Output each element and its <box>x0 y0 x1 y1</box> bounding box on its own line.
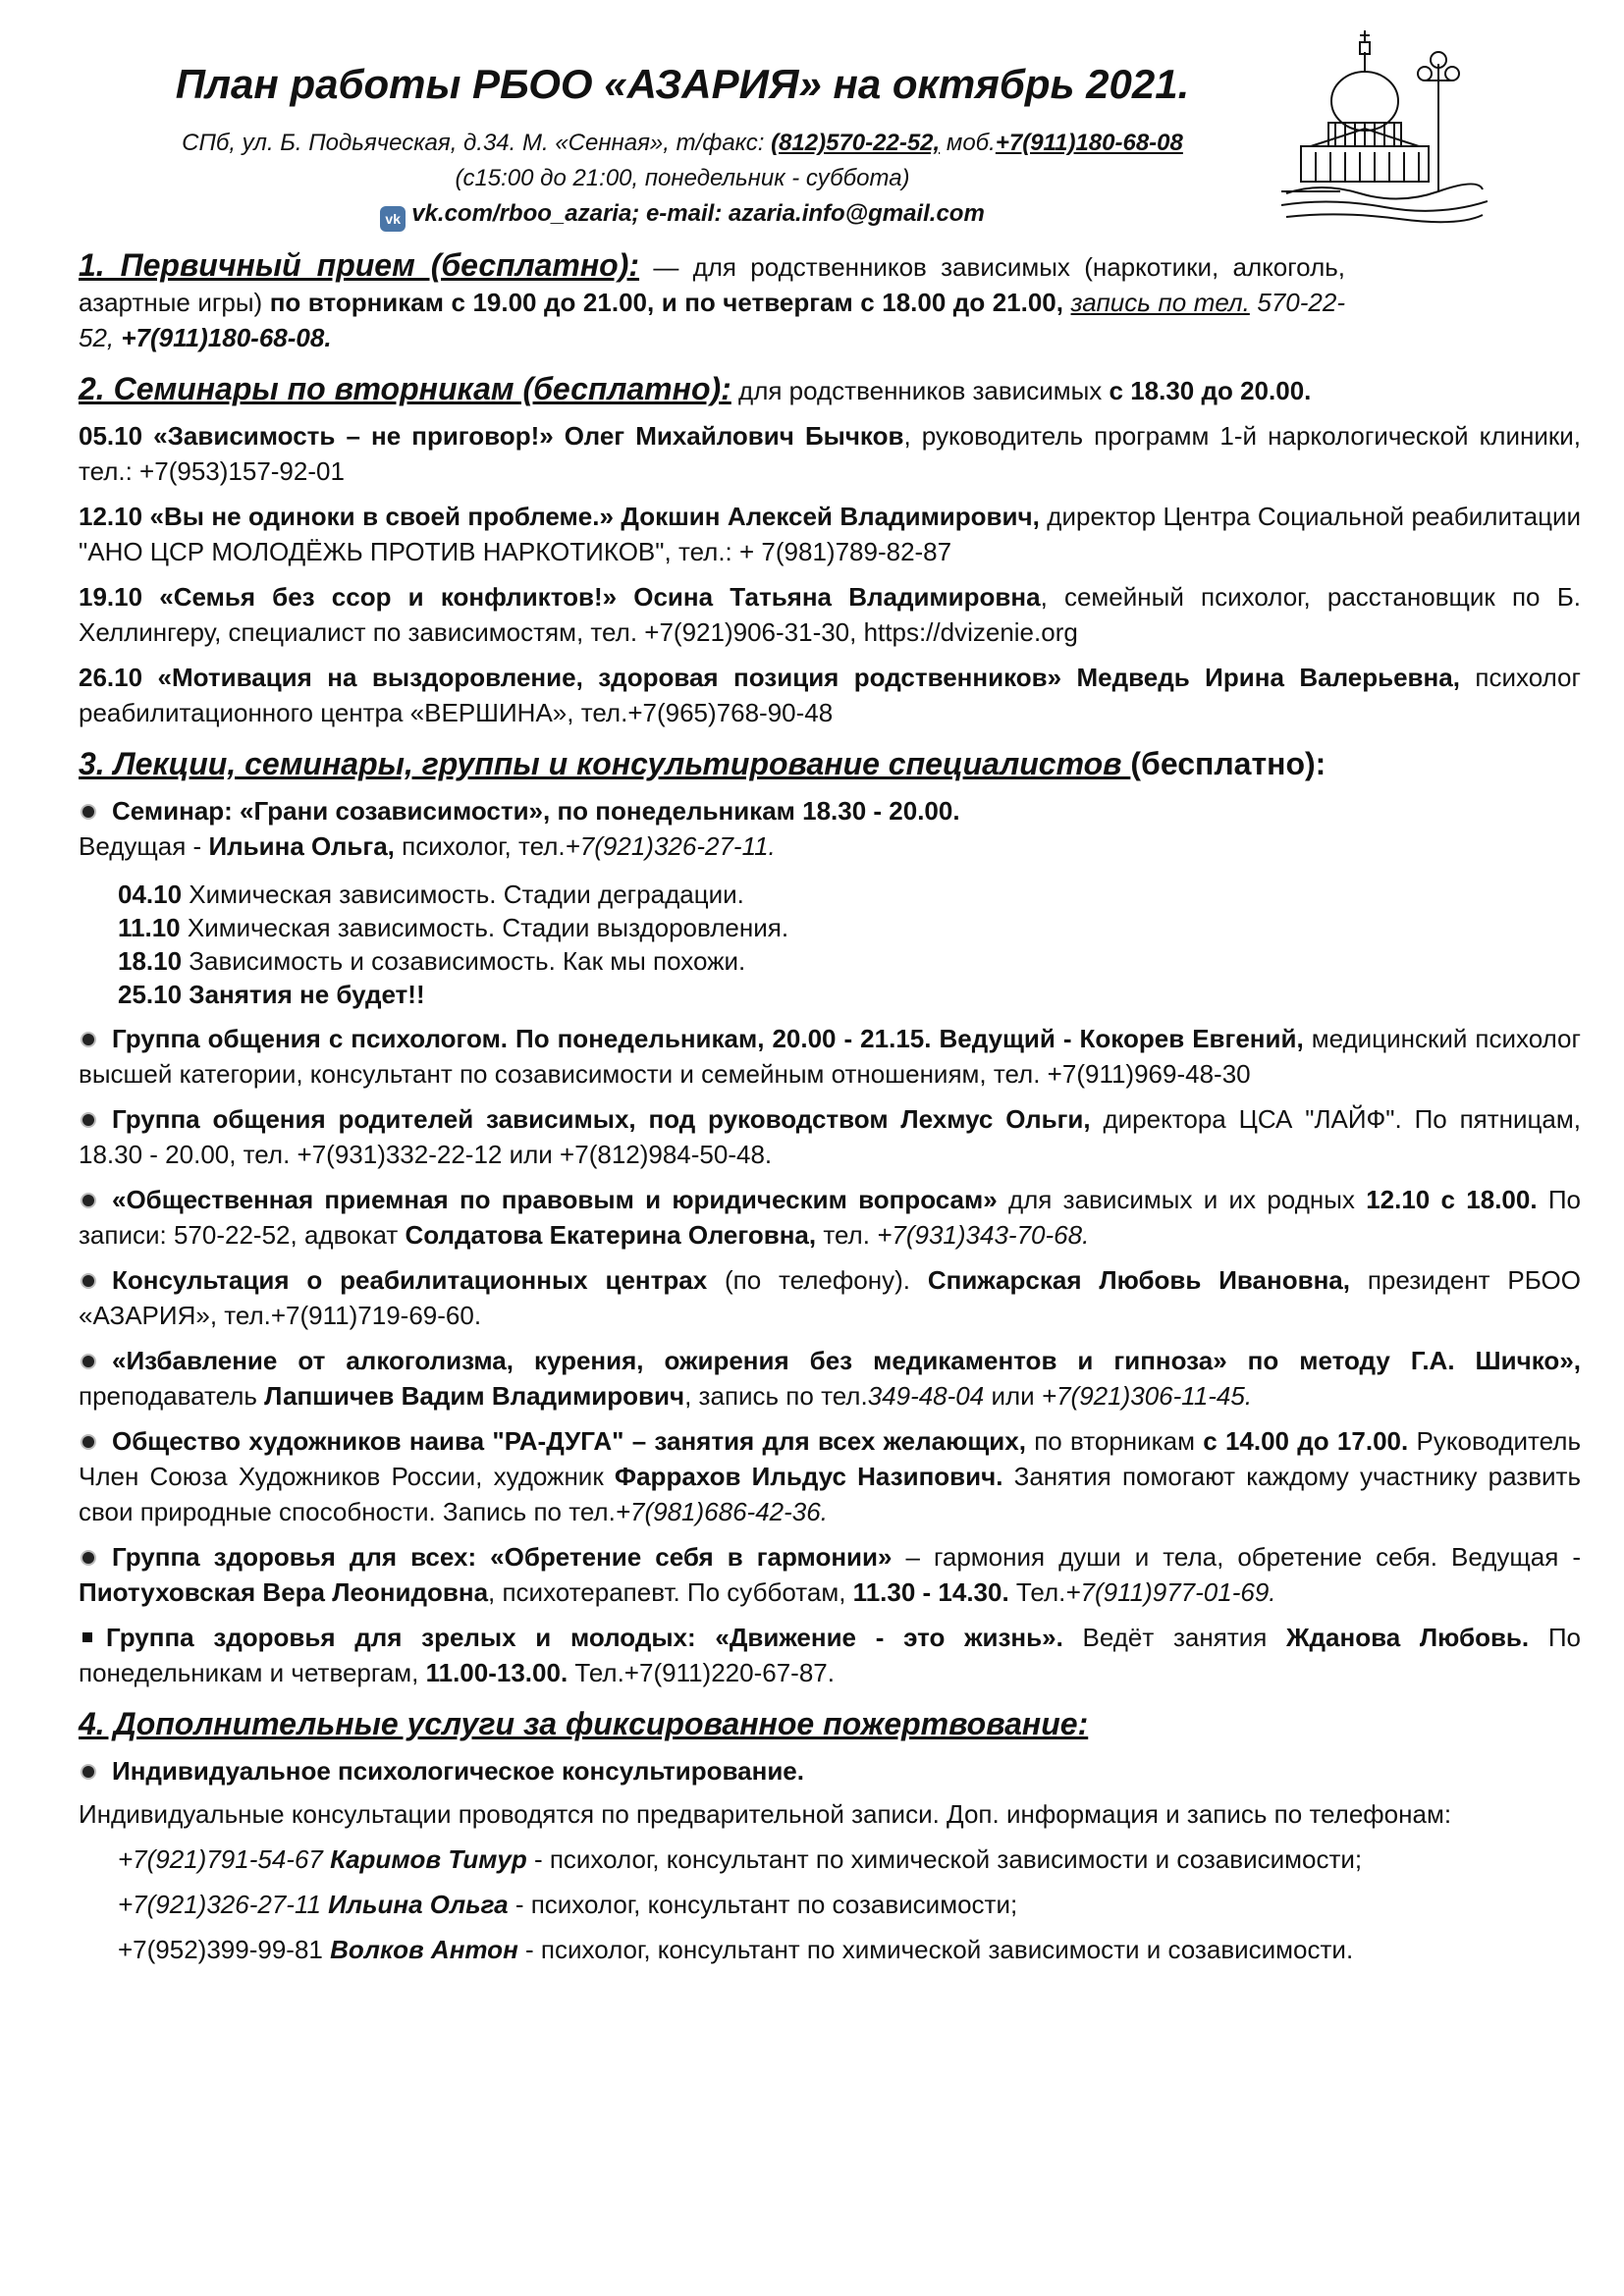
group-item: Общество художников наива "РА-ДУГА" – занятия для всех желающих, по вторникам с 14.00 до 17.00. Руководитель Член Союза Художников России, художник Фаррахов Ильдус Назипович. Занятия помогают каждому участнику развить свои природные способности. Запись по тел.+7(981)686-42-36. <box>79 1426 1581 1526</box>
list-item: 25.10 Занятия не будет!! <box>118 980 425 1009</box>
section-primary-intake <box>79 247 1345 355</box>
service-title: Индивидуальное психологическое консультирование. <box>112 1756 804 1786</box>
hours-line: (с15:00 до 21:00, понедельник - суббота) <box>455 165 910 191</box>
seminar-dates-list <box>79 878 1581 1011</box>
document-page <box>79 49 1581 1967</box>
list-item: 04.10 Химическая зависимость. Стадии деградации. <box>118 880 744 909</box>
group-item: Группа здоровья для всех: «Обретение себя в гармонии» – гармония души и тела, обретение себя. Ведущая - Пиотуховская Вера Леонидовна, психотерапевт. По субботам, 11.30 - 14.30. Тел.+7(911)977-01-69. <box>79 1542 1581 1607</box>
list-item: +7(921)326-27-11 Ильина Ольга - психолог, консультант по созависимости; <box>118 1890 1018 1919</box>
list-item: 18.10 Зависимость и созависимость. Как мы похожи. <box>118 946 746 976</box>
section-2-text: для родственников зависимых <box>731 376 1110 405</box>
contacts-line <box>79 196 1286 232</box>
section-1-phone-a[interactable]: 570-22-52, <box>79 288 1345 352</box>
seminar-item: 19.10 «Семья без ссор и конфликтов!» Осина Татьяна Владимировна, семейный психолог, расстановщик по Б. Хеллингеру, специалист по зависимостям, тел. +7(921)906-31-30, https://dvizenie.org <box>79 582 1581 647</box>
phone-mobile[interactable]: +7(911)180-68-08 <box>995 130 1183 156</box>
section-1-signup-label: запись по тел. <box>1070 288 1250 317</box>
bullet-icon <box>82 1356 94 1367</box>
section-2-time: с 18.30 до 20.00. <box>1109 376 1312 405</box>
group-item: Группа здоровья для зрелых и молодых: «Движение - это жизнь». Ведёт занятия Жданова Любовь. По понедельникам и четвергам, 11.00-13.00. Тел.+7(911)220-67-87. <box>79 1623 1582 1687</box>
list-item: +7(921)791-54-67 Каримов Тимур - психолог, консультант по химической зависимости и созависимости; <box>118 1844 1363 1874</box>
group-item: Консультация о реабилитационных центрах (по телефону). Спижарская Любовь Ивановна, президент РБОО «АЗАРИЯ», тел.+7(911)719-69-60. <box>79 1265 1581 1330</box>
address-line <box>79 126 1286 161</box>
service-intro: Индивидуальные консультации проводятся по предварительной записи. Доп. информация и запись по телефонам: <box>79 1799 1452 1829</box>
section-3-heading-tail: (бесплатно): <box>1130 746 1326 781</box>
seminar-title: Семинар: «Грани созависимости», по понедельникам 18.30 - 20.00. <box>112 796 960 826</box>
page-title: План работы РБОО «АЗАРИЯ» на октябрь 2021. <box>175 61 1190 107</box>
group-item: «Общественная приемная по правовым и юридическим вопросам» для зависимых и их родных 12.10 с 18.00. По записи: 570-22-52, адвокат Солдатова Екатерина Олеговна, тел. +7(931)343-70-68. <box>79 1185 1581 1250</box>
bullet-icon <box>82 1436 94 1448</box>
group-item: Группа общения с психологом. По понедельникам, 20.00 - 21.15. Ведущий - Кокорев Евгений, медицинский психолог высшей категории, консультант по созависимости и семейным отношениям, тел. +7(911)969-48-30 <box>79 1024 1581 1089</box>
section-4-heading: 4. Дополнительные услуги за фиксированное пожертвование: <box>79 1706 1089 1741</box>
mobile-label: моб. <box>940 130 996 156</box>
seminar-item: 12.10 «Вы не одиноки в своей проблеме.» Докшин Алексей Владимирович, директор Центра Социальной реабилитации "АНО ЦСР МОЛОДЁЖЬ ПРОТИВ НАРКОТИКОВ", тел.: + 7(981)789-82-87 <box>79 502 1582 566</box>
group-item: «Избавление от алкоголизма, курения, ожирения без медикаментов и гипноза» по методу Г.А. Шичко», преподаватель Лапшичев Вадим Владимирович, запись по тел.349-48-04 или +7(921)306-11-45. <box>79 1346 1581 1411</box>
bullet-icon <box>82 1552 94 1564</box>
bullet-icon <box>82 1275 94 1287</box>
contacts-text[interactable]: vk.com/rboo_azaria; e-mail: azaria.info@gmail.com <box>411 200 985 227</box>
section-seminars <box>79 371 1581 730</box>
bullet-icon <box>82 806 94 818</box>
phone-landline[interactable]: (812)570-22-52, <box>771 130 941 156</box>
bullet-icon <box>82 1195 94 1206</box>
vk-icon: vk <box>380 206 406 232</box>
section-additional-services <box>79 1706 1581 1967</box>
list-item: 11.10 Химическая зависимость. Стадии выздоровления. <box>118 913 789 942</box>
seminar-item: 05.10 «Зависимость – не приговор!» Олег Михайлович Бычков, руководитель программ 1-й наркологической клиники, тел.: +7(953)157-92-01 <box>79 421 1582 486</box>
section-1-phone-b[interactable]: +7(911)180-68-08. <box>121 323 332 352</box>
seminar-phone[interactable]: +7(921)326-27-11. <box>565 831 776 861</box>
list-item: +7(952)399-99-81 Волков Антон - психолог, консультант по химической зависимости и созависимости. <box>118 1935 1354 1964</box>
section-lectures: 3. Лекции, семинары, группы и консультирование специалистов (бесплатно): Семинар: «Грани созависимости», по понедельникам 18.30 - 20.00. Ведущая - Ильина Ольга, психолог, тел.+7(921)326-27-11. 04.10 Химическая зависимость. Стадии деградации. 11.10 Химическая зависимость. Стадии выздоровления. 18.10 Зависимость и созависимость. Как мы похожи. 25.10 Занятия не будет!! Группа общения с психологом. По понедельникам, 20.00 - 21.15. Ведущий - Кокорев Евгений, медицинский психолог высшей категории, консультант по созависимости и семейным отношениям, тел. +7(911)969-48-30 Группа общения родителей зависимых, под руководством Лехмус Ольги, директора ЦСА "ЛАЙФ". По пятницам, 18.30 - 20.00, тел. +7(931)332-22-12 или +7(812)984-50-48. «Общественная приемная по правовым и юридическим вопросам» для зависимых и их родных 12.10 с 18.00. По записи: 570-22-52, адвокат Солдатова Екатерина Олеговна, тел. +7(931)343-70-68. Консультация о реабилитационных центрах (по телефону). Спижарская Любовь Ивановна, президент РБОО «АЗАРИЯ», тел.+7(911)719-69-60. «Избавление от алкоголизма, курения, ожирения без медикаментов и гипноза» по методу Г.А. Шичко», преподаватель Лапшичев Вадим Владимирович, запись по тел.349-48-04 или +7(921)306-11-45. Общество художников наива "РА-ДУГА" – занятия для всех желающих, по вторникам с 14.00 до 17.00. Руководитель Член Союза Художников России, художник Фаррахов Ильдус Назипович. Занятия помогают каждому участнику развить свои природные способности. Запись по тел.+7(981)686-42-36. Группа здоровья для всех: «Обретение себя в гармонии» – гармония души и тела, обретение себя. Ведущая - Пиотуховская Вера Леонидовна, психотерапевт. По субботам, 11.30 - 14.30. Тел.+7(911)977-01-69. Группа здоровья для зрелых и молодых: «Движение - это жизнь». Ведёт занятия Жданова Любовь. По понедельникам и четвергам, 11.00-13.00. Тел.+7(911)220-67-87. <box>79 746 1581 1690</box>
section-1-text: — для родственников зависимых (наркотики, алкоголь, азартные игры) <box>79 252 1346 317</box>
bullet-icon <box>82 1034 94 1045</box>
address-text: СПб, ул. Б. Подьяческая, д.34. М. «Сенная», т/факс: <box>182 130 772 156</box>
seminar-item: 26.10 «Мотивация на выздоровление, здоровая позиция родственников» Медведь Ирина Валерьевна, психолог реабилитационного центра «ВЕРШИНА», тел.+7(965)768-90-48 <box>79 663 1581 727</box>
square-bullet-icon <box>82 1632 92 1642</box>
bullet-icon <box>82 1114 94 1126</box>
section-3-heading: 3. Лекции, семинары, группы и консультирование специалистов <box>79 746 1131 781</box>
section-1-heading: 1. Первичный прием (бесплатно): <box>79 247 640 283</box>
bullet-icon <box>82 1766 94 1778</box>
section-1-schedule: по вторникам с 19.00 до 21.00, и по четвергам с 18.00 до 21.00, <box>269 288 1063 317</box>
group-item: Группа общения родителей зависимых, под руководством Лехмус Ольги, директора ЦСА "ЛАЙФ". По пятницам, 18.30 - 20.00, тел. +7(931)332-22-12 или +7(812)984-50-48. <box>79 1104 1581 1169</box>
section-2-heading: 2. Семинары по вторникам (бесплатно): <box>79 371 731 406</box>
